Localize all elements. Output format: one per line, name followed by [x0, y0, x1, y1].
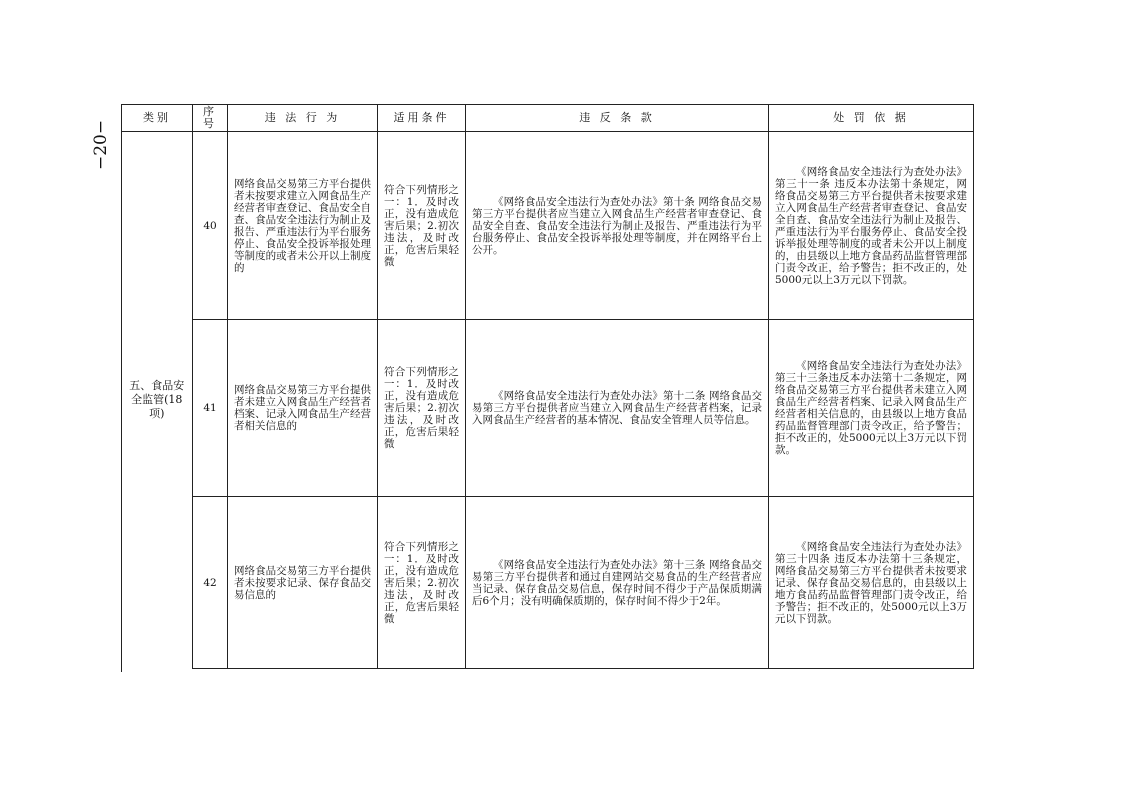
table-header-row [122, 105, 974, 132]
seq-cell: 42 [193, 497, 228, 669]
header-clause: 违 反 条 款 [466, 105, 769, 132]
seq-cell: 41 [193, 320, 228, 497]
behavior-cell: 网络食品交易第三方平台提供者未建立入网食品生产经营者档案、记录入网食品生产经营者相关信息的 [228, 320, 378, 497]
basis-cell: 《网络食品安全违法行为查处办法》第三十三条违反本办法第十二条规定，网络食品交易第三方平台提供者未建立入网食品生产经营者档案、记录入网食品生产经营者相关信息的，由县级以上地方食品药品监督管理部门责令改正，给予警告；拒不改正的，处5000元以上3万元以下罚款。 [769, 320, 974, 497]
basis-cell: 《网络食品安全违法行为查处办法》第三十一条 违反本办法第十条规定，网络食品交易第三方平台提供者未按要求建立入网食品生产经营者审查登记、食品安全自查、食品安全违法行为制止及报告、严重违法行为平台服务停止、食品安全投诉举报处理等制度的或者未公开以上制度的，由县级以上地方食品药品监督管理部门责令改正，给予警告；拒不改正的，处5000元以上3万元以下罚款。 [769, 132, 974, 320]
header-behavior: 违 法 行 为 [228, 105, 378, 132]
clause-cell: 《网络食品安全违法行为查处办法》第十二条 网络食品交易第三方平台提供者应当建立入网食品生产经营者档案，记录入网食品生产经营者的基本情况、食品安全管理人员等信息。 [466, 320, 769, 497]
table-row [122, 132, 974, 320]
page-number: −20− [91, 119, 111, 170]
header-seq: 序号 [193, 105, 228, 132]
header-category: 类别 [122, 105, 193, 132]
category-cell: 五、食品安全监管(18项) [122, 132, 193, 669]
behavior-cell: 网络食品交易第三方平台提供者未按要求建立入网食品生产经营者审查登记、食品安全自查、食品安全违法行为制止及报告、严重违法行为平台服务停止、食品安全投诉举报处理等制度的或者未公开以上制度的 [228, 132, 378, 320]
penalty-table [121, 104, 974, 669]
header-condition: 适用条件 [378, 105, 466, 132]
table-row [122, 320, 974, 497]
condition-cell: 符合下列情形之一：1．及时改正，没有造成危害后果；2.初次违法，及时改正，危害后果轻微 [378, 497, 466, 669]
header-basis: 处 罚 依 据 [769, 105, 974, 132]
clause-cell: 《网络食品安全违法行为查处办法》第十条 网络食品交易第三方平台提供者应当建立入网食品生产经营者审查登记、食品安全自查、食品安全违法行为制止及报告、严重违法行为平台服务停止、食品安全投诉举报处理等制度，并在网络平台上公开。 [466, 132, 769, 320]
table-row [122, 497, 974, 669]
condition-cell: 符合下列情形之一：1．及时改正，没有造成危害后果；2.初次违法，及时改正，危害后果轻微 [378, 320, 466, 497]
behavior-cell: 网络食品交易第三方平台提供者未按要求记录、保存食品交易信息的 [228, 497, 378, 669]
basis-cell: 《网络食品安全违法行为查处办法》第三十四条 违反本办法第十三条规定，网络食品交易第三方平台提供者未按要求记录、保存食品交易信息的，由县级以上地方食品药品监督管理部门责令改正，给予警告；拒不改正的，处5000元以上3万元以下罚款。 [769, 497, 974, 669]
condition-cell: 符合下列情形之一：1．及时改正，没有造成危害后果；2.初次违法，及时改正，危害后果轻微 [378, 132, 466, 320]
seq-cell: 40 [193, 132, 228, 320]
clause-cell: 《网络食品安全违法行为查处办法》第十三条 网络食品交易第三方平台提供者和通过自建网站交易食品的生产经营者应当记录、保存食品交易信息，保存时间不得少于产品保质期满后6个月；没有明确保质期的，保存时间不得少于2年。 [466, 497, 769, 669]
